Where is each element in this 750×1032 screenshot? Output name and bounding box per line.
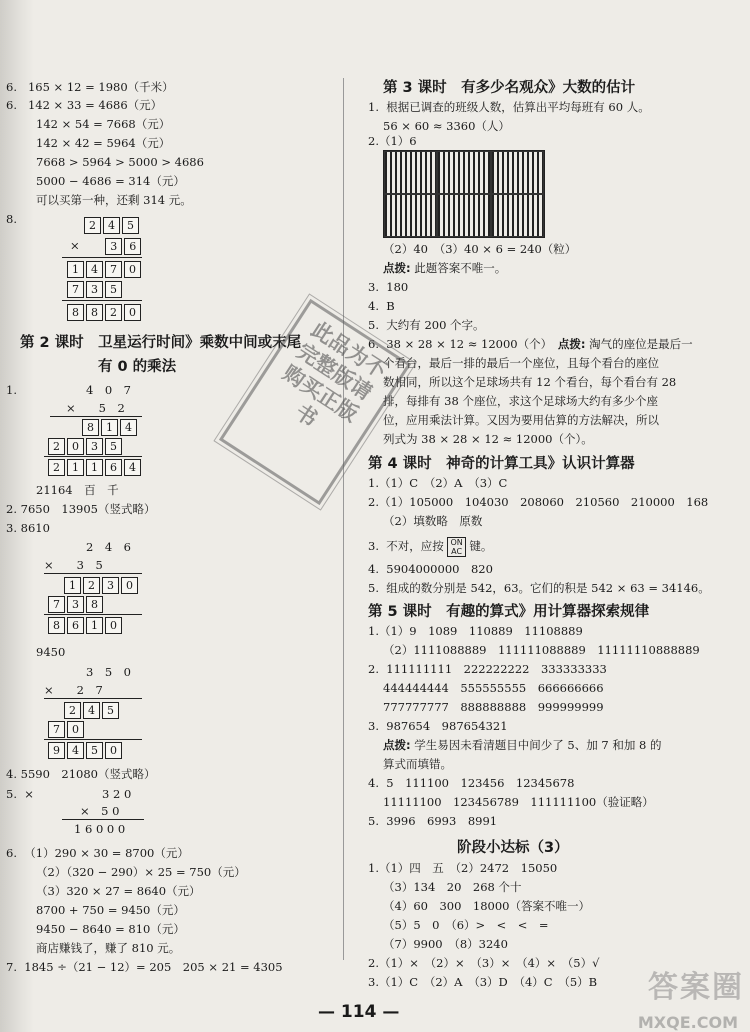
digit-box: 2 bbox=[84, 217, 101, 234]
section-title: 第 4 课时 神奇的计算工具》认识计算器 bbox=[368, 456, 635, 472]
digit-box: 2 bbox=[105, 304, 122, 321]
note-line bbox=[383, 738, 662, 752]
answer-line: 7668 > 5964 > 5000 > 4686 bbox=[36, 155, 204, 169]
digit-box: 1 bbox=[67, 459, 84, 476]
answer-line: 2.（1）105000 104030 208060 210560 210000 168 bbox=[368, 495, 709, 509]
section-title: 第 3 课时 有多少名观众》大数的估计 bbox=[383, 80, 636, 96]
digit-box: 3 bbox=[86, 438, 103, 455]
answer-line: 3. 8610 bbox=[6, 521, 50, 535]
answer-line bbox=[368, 537, 492, 557]
mult-row: 4 0 7 bbox=[86, 383, 131, 397]
answer-line: 1.（1）四 五 （2）2472 15050 bbox=[368, 861, 558, 875]
mult-row: × 2 7 bbox=[44, 683, 103, 697]
rule bbox=[44, 573, 142, 574]
answer-line: 5. 组成的数分别是 542，63。它们的积是 542 × 63 = 34146。 bbox=[368, 581, 710, 595]
answer-line: 9450 − 8640 = 810（元） bbox=[36, 922, 185, 936]
mult-row: 2 4 6 bbox=[86, 540, 131, 554]
answer-line: 6. 165 × 12 = 1980（千米） bbox=[6, 80, 174, 94]
mult-row: 3 5 0 bbox=[86, 665, 131, 679]
answer-line: 2.（1）6 bbox=[368, 134, 417, 148]
note-line: 数相同，所以这个足球场共有 12 个看台，每个看台有 28 bbox=[383, 375, 677, 389]
answer-line: 9450 bbox=[36, 645, 66, 659]
page-number: — 114 — bbox=[318, 1002, 400, 1022]
mult-row bbox=[48, 721, 86, 738]
answer-line: 444444444 555555555 666666666 bbox=[383, 681, 604, 695]
digit-box: 0 bbox=[124, 261, 141, 278]
digit-box: 6 bbox=[105, 459, 122, 476]
answer-line: 3. 987654 987654321 bbox=[368, 719, 508, 733]
section-title-cont: 有 0 的乘法 bbox=[98, 359, 177, 375]
on-ac-key bbox=[447, 537, 465, 557]
note-line: 列式为 38 × 28 × 12 ≈ 12000（个）。 bbox=[383, 432, 593, 446]
answer-line: 56 × 60 ≈ 3360（人） bbox=[383, 119, 510, 133]
key-label-on: ON bbox=[450, 538, 463, 547]
rule bbox=[62, 257, 142, 258]
digit-box: 4 bbox=[124, 459, 141, 476]
bean-grid-figure bbox=[383, 150, 545, 238]
answer-line: 4. 5590 21080（竖式略） bbox=[6, 767, 156, 781]
answer-line: （7）9900 （8）3240 bbox=[383, 937, 508, 951]
digit-box: 3 bbox=[105, 238, 122, 255]
rule bbox=[62, 819, 144, 820]
digit-box: 1 bbox=[67, 261, 84, 278]
answer-text: 6. 38 × 28 × 12 ≈ 12000（个） bbox=[368, 337, 547, 351]
mult-row bbox=[84, 217, 141, 234]
digit-box: 2 bbox=[48, 459, 65, 476]
stamp-mark: 此品为不完整版请购买正版书 bbox=[219, 299, 411, 505]
mult-row bbox=[67, 281, 124, 298]
answer-line: （2）（320 − 290）× 25 = 750（元） bbox=[36, 865, 246, 879]
answer-line: 1.（1）C （2）A （3）C bbox=[368, 476, 508, 490]
watermark-logo: 答案圈 bbox=[648, 970, 744, 1005]
answer-line: （3）320 × 27 = 8640（元） bbox=[36, 884, 201, 898]
note-label: 点拨: bbox=[383, 738, 411, 752]
page-binding bbox=[0, 0, 34, 1032]
mult-row: × 5 2 bbox=[66, 401, 125, 415]
digit-box: 0 bbox=[67, 438, 84, 455]
digit-box: 5 bbox=[105, 438, 122, 455]
digit-box: 7 bbox=[48, 596, 65, 613]
answer-text: 键。 bbox=[469, 539, 493, 553]
digit-box: 1 bbox=[86, 459, 103, 476]
answer-line: 2. 111111111 222222222 333333333 bbox=[368, 662, 607, 676]
digit-box: 3 bbox=[67, 596, 84, 613]
answer-line: 4. 5904000000 820 bbox=[368, 562, 493, 576]
rule bbox=[44, 739, 142, 740]
watermark-url: MXQE.COM bbox=[637, 1013, 738, 1032]
digit-box: 8 bbox=[86, 304, 103, 321]
answer-line: 1.（1）9 1089 110889 11108889 bbox=[368, 624, 583, 638]
note-text: 淘气的座位是最后一 bbox=[589, 337, 693, 351]
note-label: 点拨: bbox=[383, 261, 411, 275]
digit-box: 4 bbox=[103, 217, 120, 234]
answer-line: 5. × bbox=[6, 787, 34, 801]
digit-box: 6 bbox=[124, 238, 141, 255]
answer-line: 1. bbox=[6, 383, 17, 397]
digit-box: 7 bbox=[105, 261, 122, 278]
mult-row bbox=[82, 419, 139, 436]
digit-box: 5 bbox=[86, 742, 103, 759]
answer-line: 142 × 54 = 7668（元） bbox=[36, 117, 171, 131]
note-line bbox=[383, 261, 506, 275]
mult-row: × 5 0 bbox=[80, 804, 120, 818]
digit-box: 0 bbox=[121, 577, 138, 594]
digit-box: 8 bbox=[67, 304, 84, 321]
rule bbox=[44, 456, 142, 457]
answer-line: 1. 根据已调查的班级人数，估算出平均每班有 60 人。 bbox=[368, 100, 650, 114]
rule bbox=[44, 698, 142, 699]
note-label: 点拨: bbox=[557, 337, 586, 351]
answer-line: 4. 5 111100 123456 12345678 bbox=[368, 776, 575, 790]
note-line: 个看台，最后一排的最后一个座位，且每个看台的座位 bbox=[383, 356, 659, 370]
mult-row bbox=[48, 617, 124, 634]
mult-row bbox=[48, 459, 143, 476]
digit-box: 5 bbox=[102, 702, 119, 719]
digit-box: 6 bbox=[67, 617, 84, 634]
answer-line: 5. 3996 6993 8991 bbox=[368, 814, 498, 828]
mult-row bbox=[70, 238, 143, 255]
rule bbox=[50, 416, 142, 417]
answer-line: 5000 − 4686 = 314（元） bbox=[36, 174, 185, 188]
digit-box: 4 bbox=[67, 742, 84, 759]
times-sign: × bbox=[70, 238, 80, 253]
answer-line: 142 × 42 = 5964（元） bbox=[36, 136, 171, 150]
answer-line: 11111100 123456789 111111100（验证略） bbox=[383, 795, 654, 809]
note-line: 位，应用乘法计算。又因为要用估算的方法解决，所以 bbox=[383, 413, 659, 427]
digit-box: 2 bbox=[64, 702, 81, 719]
digit-box: 9 bbox=[48, 742, 65, 759]
digit-box: 4 bbox=[120, 419, 137, 436]
answer-line: 8. bbox=[6, 212, 17, 226]
answer-line: 3. 180 bbox=[368, 280, 409, 294]
note-line: 排，每排有 38 个座位，求这个足球场大约有多少个座 bbox=[383, 394, 658, 408]
digit-box: 8 bbox=[82, 419, 99, 436]
answer-text: 3. 不对，应按 bbox=[368, 539, 444, 553]
mult-row: 1 6 0 0 0 bbox=[74, 822, 126, 836]
answer-line: 可以买第一种，还剩 314 元。 bbox=[36, 193, 192, 207]
answer-line bbox=[368, 337, 693, 351]
column-divider bbox=[343, 78, 344, 960]
answer-line: 777777777 888888888 999999999 bbox=[383, 700, 604, 714]
answer-line: 8700 + 750 = 9450（元） bbox=[36, 903, 185, 917]
digit-box: 7 bbox=[67, 281, 84, 298]
digit-box: 2 bbox=[83, 577, 100, 594]
digit-box: 4 bbox=[83, 702, 100, 719]
section-title: 阶段小达标（3） bbox=[457, 840, 569, 856]
answer-line: 6. （1）290 × 30 = 8700（元） bbox=[6, 846, 189, 860]
mult-row bbox=[48, 438, 124, 455]
digit-box: 7 bbox=[48, 721, 65, 738]
note-line: 算式而填错。 bbox=[383, 757, 452, 771]
digit-box: 5 bbox=[105, 281, 122, 298]
answer-line: 7. 1845 ÷（21 − 12）= 205 205 × 21 = 4305 bbox=[6, 960, 283, 974]
key-label-ac: AC bbox=[451, 547, 463, 556]
mult-row bbox=[64, 702, 121, 719]
answer-line: 6. 142 × 33 = 4686（元） bbox=[6, 98, 163, 112]
mult-row bbox=[48, 596, 105, 613]
digit-box: 8 bbox=[48, 617, 65, 634]
answer-line: （2）40 （3）40 × 6 = 240（粒） bbox=[383, 242, 577, 256]
note-text: 学生易因未看清题目中间少了 5、加 7 和加 8 的 bbox=[414, 738, 662, 752]
answer-line: （3）134 20 268 个十 bbox=[383, 880, 522, 894]
digit-box: 3 bbox=[102, 577, 119, 594]
answer-line: 5. 大约有 200 个字。 bbox=[368, 318, 485, 332]
digit-box: 4 bbox=[86, 261, 103, 278]
digit-box: 0 bbox=[105, 742, 122, 759]
digit-box: 2 bbox=[48, 438, 65, 455]
mult-row bbox=[67, 304, 143, 321]
answer-line: 3.（1）C （2）A （3）D （4）C （5）B bbox=[368, 975, 598, 989]
section-title: 第 2 课时 卫星运行时间》乘数中间或末尾 bbox=[20, 335, 302, 351]
answer-line: 21164 百 千 bbox=[36, 483, 119, 497]
mult-row bbox=[67, 261, 143, 278]
answer-line: 2.（1）× （2）× （3）× （4）× （5）√ bbox=[368, 956, 600, 970]
digit-box: 1 bbox=[86, 617, 103, 634]
answer-line: （5）5 0 （6）> < < = bbox=[383, 918, 549, 932]
answer-line: 商店赚钱了，赚了 810 元。 bbox=[36, 941, 181, 955]
answer-line: （2）填数略 原数 bbox=[383, 514, 483, 528]
digit-box: 0 bbox=[67, 721, 84, 738]
mult-row bbox=[64, 577, 140, 594]
answer-line: 4. B bbox=[368, 299, 395, 313]
digit-box: 0 bbox=[105, 617, 122, 634]
note-text: 此题答案不唯一。 bbox=[414, 261, 507, 275]
mult-row: 3 2 0 bbox=[102, 787, 132, 801]
digit-box: 0 bbox=[124, 304, 141, 321]
mult-row bbox=[48, 742, 124, 759]
digit-box: 1 bbox=[64, 577, 81, 594]
answer-line: （2）1111088889 111111088889 11111110888889 bbox=[383, 643, 700, 657]
section-title: 第 5 课时 有趣的算式》用计算器探索规律 bbox=[368, 604, 650, 620]
answer-line: （4）60 300 18000（答案不唯一） bbox=[383, 899, 590, 913]
digit-box: 3 bbox=[86, 281, 103, 298]
rule bbox=[62, 300, 142, 301]
answer-line: 2. 7650 13905（竖式略） bbox=[6, 502, 156, 516]
digit-box: 8 bbox=[86, 596, 103, 613]
digit-box: 1 bbox=[101, 419, 118, 436]
mult-row: × 3 5 bbox=[44, 558, 103, 572]
rule bbox=[44, 614, 142, 615]
digit-box: 5 bbox=[122, 217, 139, 234]
